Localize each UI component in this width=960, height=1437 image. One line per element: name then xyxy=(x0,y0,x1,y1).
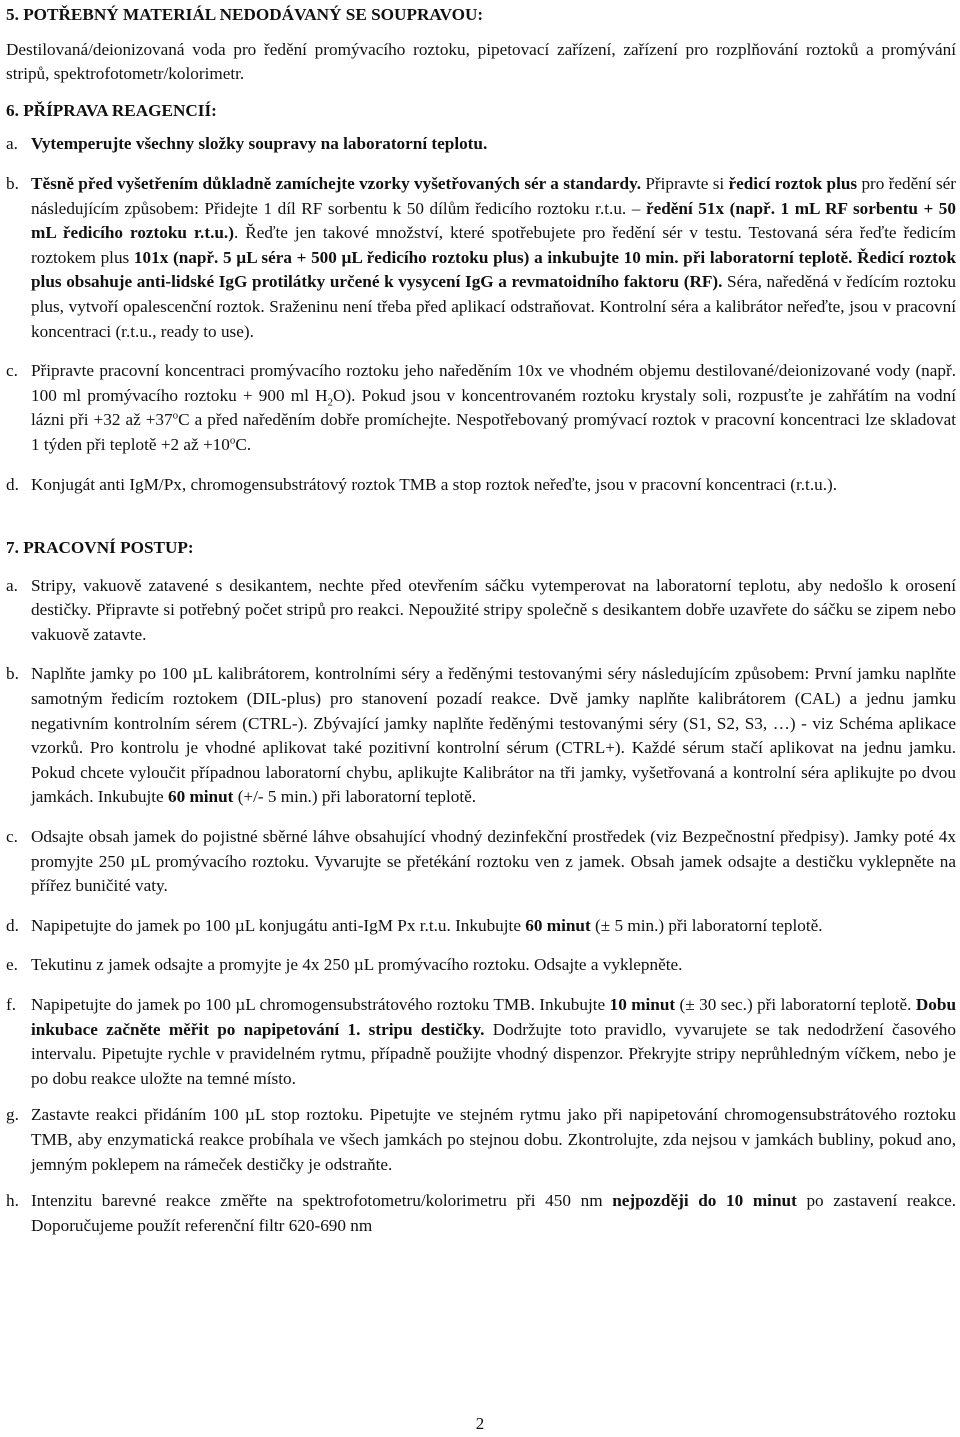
item-text: (± 5 min.) při laboratorní teplotě. xyxy=(590,915,823,935)
s7-item-a xyxy=(6,574,956,648)
item-label: d. xyxy=(6,915,19,935)
item-text: Stripy, vakuově zatavené s desikantem, nechte před otevřením sáčku vytemperovat na laboratorní teplotu, aby nedošlo k orosení destičky. Připravte si potřebný počet stripů pro reakci. Nepoužité stripy společně s desikantem dobře uzavřete do sáčku se zipem nebo vakuově zatavte. xyxy=(31,575,956,644)
item-text-bold: Těsně před vyšetřením důkladně zamíchejte vzorky vyšetřovaných sér a standardy. xyxy=(31,173,642,193)
section-5-heading: 5. POTŘEBNÝ MATERIÁL NEDODÁVANÝ SE SOUPRAVOU: xyxy=(6,5,484,24)
item-text: Konjugát anti IgM/Px, chromogensubstrátový roztok TMB a stop roztok neřeďte, jsou v pracovní koncentraci (r.t.u.). xyxy=(31,474,838,494)
item-text: Intenzitu barevné reakce změřte na spektrofotometru/kolorimetru při 450 nm xyxy=(31,1191,613,1211)
item-text: Odsajte obsah jamek do pojistné sběrné láhve obsahující vhodný dezinfekční prostředek (viz Bezpečnostní předpisy). Jamky poté 4x promyjte 250 µL promývacího roztoku. Vyvarujte se přetékání roztoku ven z jamek. Obsah jamek odsajte a destičku vyklepněte na přířez buničité vaty. xyxy=(31,827,956,896)
s6-item-c xyxy=(6,359,956,457)
item-text-bold: Dobu inkubace začněte měřit po napipetování 1. stripu destičky. xyxy=(31,995,956,1039)
item-text-bold: 101x (např. 5 µL séra + 500 µL ředicího roztoku plus) a inkubujte 10 min. při laboratorní teplotě. xyxy=(133,247,853,267)
s6-item-b xyxy=(6,172,956,344)
item-text-bold: ředicí roztok plus xyxy=(728,173,858,193)
item-text: O). Pokud jsou v koncentrovaném roztoku krystaly soli, rozpusťte je zahřátím na vodní lázni při +32 až +37 xyxy=(31,385,957,430)
item-text-bold: 60 minut xyxy=(525,915,591,935)
s7-item-d xyxy=(6,914,956,939)
item-text-bold: Ředicí roztok plus obsahuje anti-lidské IgG protilátky určené k vysycení IgG a revmatoidního faktoru (RF). xyxy=(31,247,957,292)
item-label: c. xyxy=(6,361,18,381)
item-text: C. xyxy=(235,434,252,454)
item-label: b. xyxy=(6,664,19,684)
superscript: o xyxy=(172,409,179,422)
s7-item-f xyxy=(6,993,956,1091)
item-label: f. xyxy=(6,995,17,1014)
item-text: po zastavení reakce. Doporučujeme použít referenční filtr 620-690 nm xyxy=(31,1191,957,1235)
page-number: 2 xyxy=(475,1414,485,1433)
item-text: (± 30 sec.) při laboratorní teplotě. xyxy=(675,995,916,1014)
item-text: (+/- 5 min.) při laboratorní teplotě. xyxy=(233,787,477,807)
item-text: Napipetujte do jamek po 100 µL chromogensubstrátového roztoku TMB. Inkubujte xyxy=(31,995,610,1014)
item-text: Napipetujte do jamek po 100 µL konjugátu anti-IgM Px r.t.u. Inkubujte xyxy=(31,915,526,935)
item-text: Dodržujte toto pravidlo, vyvarujete se tak nedodržení časového intervalu. Pipetujte rychle v pravidelném rytmu, případně použijte vhodný dispenzor. Překryjte stripy neprůhledným víčkem, nebo je po dobu reakce uložte na temné místo. xyxy=(31,1019,956,1088)
item-label: h. xyxy=(6,1191,19,1211)
item-text-bold: ředění 51x (např. 1 mL RF sorbentu + 50 mL ředicího roztoku r.t.u.) xyxy=(31,198,956,243)
item-text: Zastavte reakci přidáním 100 µL stop roztoku. Pipetujte ve stejném rytmu jako při napipetování chromogensubstrátového roztoku TMB, aby enzymatická reakce probíhala ve všech jamkách po stejnou dobu. Zkontrolujte, zda nejsou v jamkách bubliny, pokud ano, jemným poklepem na rámeček destičky je odstraňte. xyxy=(31,1105,956,1174)
item-text: pro ředění sér následujícím způsobem: Přidejte 1 díl RF sorbentu k 50 dílům ředicího roztoku r.t.u. – xyxy=(31,173,956,218)
item-label: c. xyxy=(6,827,18,847)
s7-item-b xyxy=(6,662,956,810)
item-label: a. xyxy=(6,134,18,154)
s7-item-h xyxy=(6,1189,956,1238)
item-text-bold: 60 minut xyxy=(167,787,234,807)
item-text-bold: nejpozději do 10 minut xyxy=(612,1191,797,1211)
item-text: Séra, naředěná v ředícím roztoku plus, vytvoří opalescenční roztok. Sraženinu není třeba před aplikací odstraňovat. Kontrolní séra a kalibrátor neřeďte, jsou v pracovní koncentraci (r.t.u., ready to use). xyxy=(31,272,957,341)
item-text: . Řeďte jen takové množství, které spotřebujete pro ředění sér v testu. Testovaná séra řeďte ředicím roztokem plus xyxy=(31,223,957,267)
item-label: b. xyxy=(6,173,19,193)
s7-item-e xyxy=(6,953,956,978)
s6-item-d xyxy=(6,473,956,498)
section-6-heading: 6. PŘÍPRAVA REAGENCIÍ: xyxy=(6,100,217,120)
item-text: Naplňte jamky po 100 µL kalibrátorem, kontrolními séry a ředěnými testovanými séry následujícím způsobem: První jamku naplňte samotným ředicím roztokem (DIL-plus) pro stanovení pozadí reakce. Dvě jamky naplňte kalibrátorem (CAL) a jednu jamku negativním kontrolním sérem (CTRL-). Zbývající jamky naplňte ředěnými testovanými séry (S1, S2, S3, …) - viz Schéma aplikace vzorků. Pro kontrolu je vhodné aplikovat také pozitivní kontrolní sérum (CTRL+). Každé sérum stačí aplikovat na jednu jamku. Pokud chcete vyloučit případnou laboratorní chybu, aplikujte Kalibrátor na tři jamky, vyšetřovaná a kontrolní séra aplikujte po dvou jamkách. Inkubujte xyxy=(31,664,956,807)
item-label: g. xyxy=(6,1105,19,1125)
item-label: d. xyxy=(6,474,19,494)
item-label: e. xyxy=(6,955,18,975)
item-text: Připravte si xyxy=(641,173,729,193)
superscript: o xyxy=(229,434,236,447)
section-7-heading: 7. PRACOVNÍ POSTUP: xyxy=(6,538,194,558)
item-text: Připravte pracovní koncentraci promývacího roztoku jeho naředěním 10x ve vhodném objemu destilované/deionizované vody (např. 100 ml promývacího roztoku + 900 ml H xyxy=(31,361,956,405)
s7-item-c xyxy=(6,825,956,899)
subscript: 2 xyxy=(327,396,334,409)
item-text: C a před naředěním dobře promíchejte. Nespotřebovaný promývací roztok v pracovní koncentraci lze skladovat 1 týden při teplotě +2 až +10 xyxy=(31,410,956,454)
section-5-text: Destilovaná/deionizovaná voda pro ředění promývacího roztoku, pipetovací zařízení, zařízení pro rozplňování roztoků a promývání stripů, spektrofotometr/kolorimetr. xyxy=(6,39,956,84)
s6-item-a xyxy=(6,132,956,157)
document-page xyxy=(6,3,956,1238)
item-text: Vytemperujte všechny složky soupravy na laboratorní teplotu. xyxy=(31,134,488,154)
s7-item-g xyxy=(6,1103,956,1177)
item-text: Tekutinu z jamek odsajte a promyjte je 4x 250 µL promývacího roztoku. Odsajte a vyklepněte. xyxy=(31,955,683,975)
item-label: a. xyxy=(6,575,18,595)
item-text-bold: 10 minut xyxy=(609,995,676,1014)
